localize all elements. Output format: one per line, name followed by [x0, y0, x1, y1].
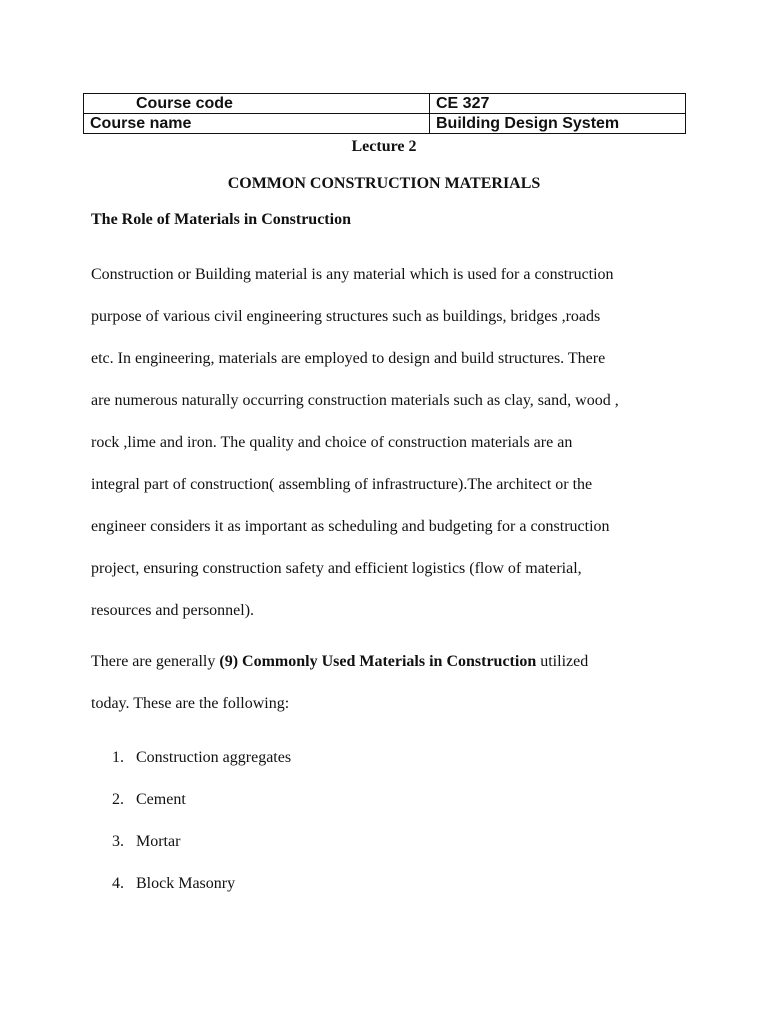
table-row — [84, 94, 686, 114]
paragraph-line: are numerous naturally occurring construction materials such as clay, sand, wood , — [91, 392, 619, 409]
list-item-text: Construction aggregates — [136, 749, 292, 766]
table-row — [84, 114, 686, 134]
paragraph-line: today. These are the following: — [91, 695, 290, 712]
intro-paragraph — [91, 265, 691, 643]
paragraph-line: engineer considers it as important as scheduling and budgeting for a construction — [91, 518, 610, 535]
materials-intro-paragraph — [91, 652, 691, 736]
paragraph-line: etc. In engineering, materials are employed to design and build structures. There — [91, 350, 606, 367]
list-item-number: 1. — [112, 749, 124, 766]
list-item — [112, 832, 291, 874]
materials-list — [112, 748, 291, 916]
course-name-value: Building Design System — [430, 114, 686, 134]
course-info-table — [83, 93, 686, 134]
course-name-label: Course name — [84, 114, 430, 134]
course-code-value: CE 327 — [430, 94, 686, 114]
paragraph-line: integral part of construction( assembling of infrastructure).The architect or the — [91, 476, 593, 493]
lecture-number: Lecture 2 — [351, 138, 417, 155]
list-item-text: Block Masonry — [136, 875, 236, 892]
paragraph-line: resources and personnel). — [91, 602, 255, 619]
paragraph-line: project, ensuring construction safety and efficient logistics (flow of material, — [91, 560, 582, 577]
materials-intro-prefix: There are generally — [91, 653, 220, 670]
paragraph-line: purpose of various civil engineering structures such as buildings, bridges ,roads — [91, 308, 601, 325]
list-item — [112, 748, 291, 790]
document-title: COMMON CONSTRUCTION MATERIALS — [227, 175, 541, 192]
list-item — [112, 790, 291, 832]
paragraph-line — [91, 652, 691, 694]
paragraph-line: rock ,lime and iron. The quality and choice of construction materials are an — [91, 434, 573, 451]
list-item-number: 2. — [112, 791, 124, 808]
section-heading: The Role of Materials in Construction — [91, 211, 351, 228]
materials-intro-suffix: utilized — [536, 653, 589, 670]
list-item-number: 4. — [112, 875, 124, 892]
list-item — [112, 874, 291, 916]
paragraph-line: Construction or Building material is any material which is used for a construction — [91, 266, 614, 283]
list-item-number: 3. — [112, 833, 124, 850]
materials-intro-bold: (9) Commonly Used Materials in Construction — [219, 653, 537, 670]
course-code-label: Course code — [84, 94, 430, 114]
list-item-text: Mortar — [136, 833, 181, 850]
list-item-text: Cement — [136, 791, 186, 808]
